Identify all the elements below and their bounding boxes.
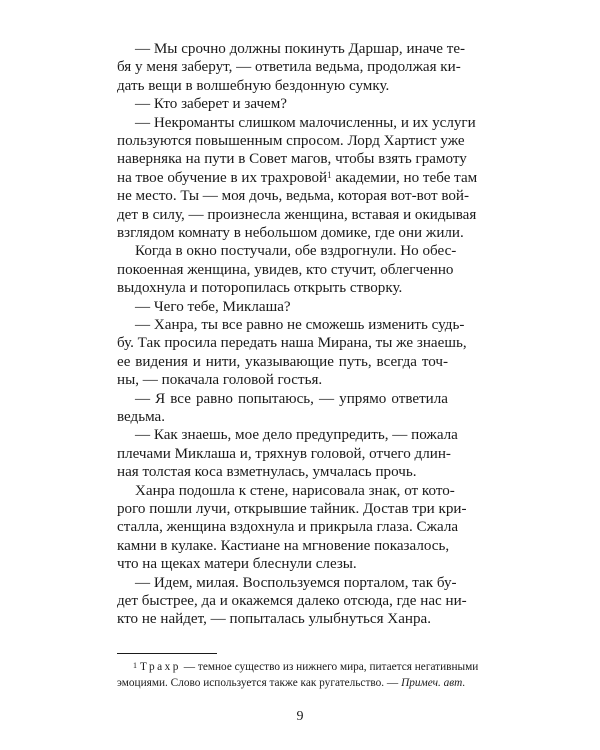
- footnote-divider: [117, 653, 217, 654]
- footnote-text: эмоциями. Слово используется также как ругательство. —: [117, 677, 402, 689]
- text-segment: на твое обучение в их трахровой: [117, 169, 328, 186]
- footnote-term: Трахр: [140, 661, 181, 673]
- text-line: — Ханра, ты все равно не сможешь изменить судь-: [135, 317, 465, 333]
- text-segment: академии, но тебе там: [335, 169, 478, 186]
- footnote-line: [117, 675, 466, 691]
- text-line: ны, — покачала головой гостья.: [117, 372, 323, 389]
- text-line: плечами Миклаша и, тряхнув головой, отчего длин-: [117, 445, 451, 462]
- text-line: наверняка на пути в Совет магов, чтобы взять грамоту: [117, 151, 467, 168]
- text-line: покоенная женщина, увидев, кто стучит, облегченно: [117, 261, 454, 278]
- footnote-marker: 1: [133, 661, 137, 670]
- text-line: рого пошли лучи, открывшие тайник. Достав три кри-: [117, 501, 467, 517]
- footnote-text: — темное существо из нижнего мира, питается негативными: [180, 661, 479, 673]
- text-line: — Идем, милая. Воспользуемся порталом, так бу-: [135, 574, 457, 591]
- text-line: — Я все равно попытаюсь, — упрямо ответила: [135, 390, 448, 407]
- text-line: дать вещи в волшебную бездонную сумку.: [117, 77, 390, 94]
- text-line: не место. Ты — моя дочь, ведьма, которая вот-вот вой-: [117, 188, 470, 205]
- text-line: дет быстрее, да и окажемся далеко отсюда, где нас ни-: [117, 593, 467, 609]
- text-line: ведьма.: [117, 409, 166, 425]
- text-line: взглядом комнату в небольшом домике, где они жили.: [117, 225, 464, 241]
- text-line: — Некроманты слишком малочисленны, и их услуги: [135, 114, 476, 131]
- text-line: что на щеках матери блеснули слезы.: [117, 556, 357, 573]
- text-line: — Как знаешь, мое дело предупредить, — пожала: [135, 427, 458, 444]
- text-line: пользуются повышенным спросом. Лорд Хартист уже: [117, 133, 465, 149]
- text-line: Ханра подошла к стене, нарисовала знак, от кото-: [135, 482, 455, 499]
- text-line: выдохнула и поторопилась открыть створку.: [117, 280, 403, 297]
- footnote-reference: 1: [327, 169, 332, 180]
- text-line: — Мы срочно должны покинуть Даршар, иначе те-: [135, 41, 466, 57]
- page-number: 9: [296, 709, 304, 724]
- text-line: Когда в окно постучали, обе вздрогнули. Но обес-: [135, 243, 457, 260]
- text-line: дет в силу, — произнесла женщина, вставая и окидывая: [117, 206, 477, 223]
- text-line: сталла, женщина вздохнула и прикрыла глаза. Сжала: [117, 519, 459, 536]
- text-line: — Кто заберет и зачем?: [135, 96, 287, 113]
- text-line: камни в кулаке. Кастиане на мгновение показалось,: [117, 537, 450, 554]
- footnote-line: [133, 659, 479, 675]
- text-line: — Чего тебе, Миклаша?: [135, 298, 291, 315]
- text-line: ее видения и нити, указывающие путь, всегда точ-: [117, 353, 448, 370]
- text-line: кто не найдет, — попыталась улыбнуться Ханра.: [117, 611, 432, 628]
- text-line: бу. Так просила передать наша Мирана, ты же знаешь,: [117, 335, 467, 352]
- footnote-author-note: Примеч. авт.: [401, 677, 466, 689]
- text-line: ная толстая коса взметнулась, умчалась прочь.: [117, 464, 417, 481]
- text-line-with-footnote: [117, 169, 478, 187]
- text-line: бя у меня заберут, — ответила ведьма, продолжая ки-: [117, 59, 461, 76]
